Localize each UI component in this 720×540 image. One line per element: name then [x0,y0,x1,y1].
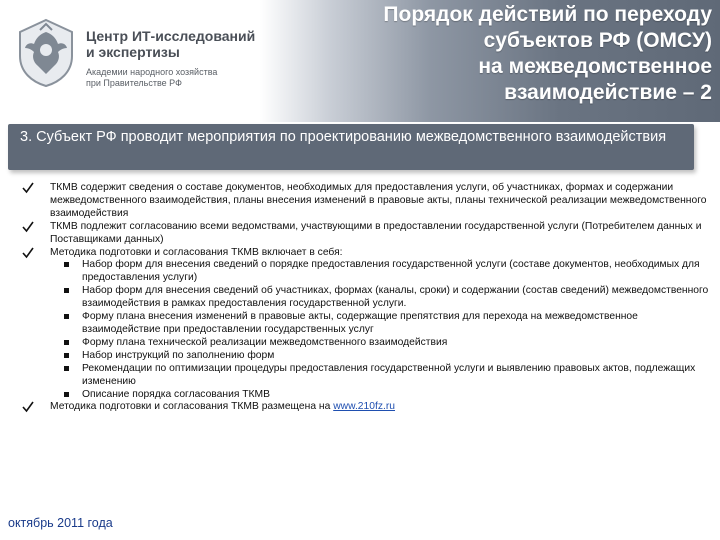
square-bullet-icon [64,314,69,319]
list-item [22,182,710,221]
list-item-text: ТКМВ содержит сведения о составе документов, необходимых для предоставления услуги, об участниках, формах и содержании межведомственного взаимодействия, планы внесения изменений в правовые акты, планы технической реализации межведомственного взаимодействия [50,182,707,219]
sub-list-item-text: Форму плана технической реализации межведомственного взаимодействия [82,336,448,348]
list-item [22,247,710,260]
sub-list-item-text: Набор форм для внесения сведений о порядке предоставления государственной услуги (составе документов, необходимых для предоставления услуги) [82,259,700,284]
square-bullet-icon [64,262,69,267]
content-list [22,182,710,414]
sub-list-item [22,337,710,350]
slide-title-line3: на межведомственное [478,55,712,78]
sub-list-item-text: Набор форм для внесения сведений об участниках, формах (каналы, сроки) и содержании (состав сведений) межведомственного взаимодействия в рамках предоставления государственной услуги. [82,285,709,310]
checkmark-icon [22,182,34,194]
sub-list-item [22,285,710,311]
square-bullet-icon [64,392,69,397]
footer-date: октябрь 2011 года [8,516,113,530]
sub-list-item [22,311,710,337]
organization-name [86,28,256,60]
slide-title-line2: субъектов РФ (ОМСУ) [483,29,712,52]
slide-title-line4: взаимодействие – 2 [504,81,712,104]
square-bullet-icon [64,366,69,371]
square-bullet-icon [64,340,69,345]
slide-title [272,2,712,106]
sub-list-item [22,350,710,363]
organization-name-line2: и экспертизы [86,44,180,60]
slide-title-line1: Порядок действий по переходу [383,3,712,26]
sub-list-item-text: Форму плана внесения изменений в правовые акты, содержащие препятствия для перехода на межведомственное взаимодействие при предоставлении государственных услуг [82,311,638,335]
sub-list-item-text: Описание порядка согласования ТКМВ [82,388,270,400]
organization-subtitle-line1: Академии народного хозяйства [86,67,218,77]
list-item-text: ТКМВ подлежит согласованию всеми ведомствами, участвующими в предоставлении государственной услуги (Потребителем данных и Поставщиками данных) [50,220,702,245]
checkmark-icon [22,247,34,259]
slide-header [0,0,720,122]
list-item [22,221,710,247]
organization-logo [12,12,256,98]
list-item [22,401,710,414]
sub-list-item-text: Рекомендации по оптимизации процедуры предоставления государственной услуги и выявлению правовых актов, подлежащих изменению [82,362,696,387]
sub-list-item [22,363,710,389]
section-heading: 3. Субъект РФ проводит мероприятия по проектированию межведомственного взаимодействия [20,129,667,145]
section-heading-bar [8,124,694,170]
sub-list-item [22,259,710,285]
checkmark-icon [22,221,34,233]
list-item-text: Методика подготовки и согласования ТКМВ размещена на [50,401,334,413]
sub-list-item-text: Набор инструкций по заполнению форм [82,349,275,361]
sub-list-item [22,389,710,402]
square-bullet-icon [64,288,69,293]
website-link[interactable]: www.210fz.ru [333,401,396,413]
eagle-emblem-icon [16,18,76,88]
square-bullet-icon [64,353,69,358]
organization-subtitle [86,67,256,89]
organization-name-line1: Центр ИТ-исследований [86,28,256,44]
organization-subtitle-line2: при Правительстве РФ [86,78,182,88]
checkmark-icon [22,401,34,413]
list-item-text: Методика подготовки и согласования ТКМВ включает в себя: [50,246,343,258]
